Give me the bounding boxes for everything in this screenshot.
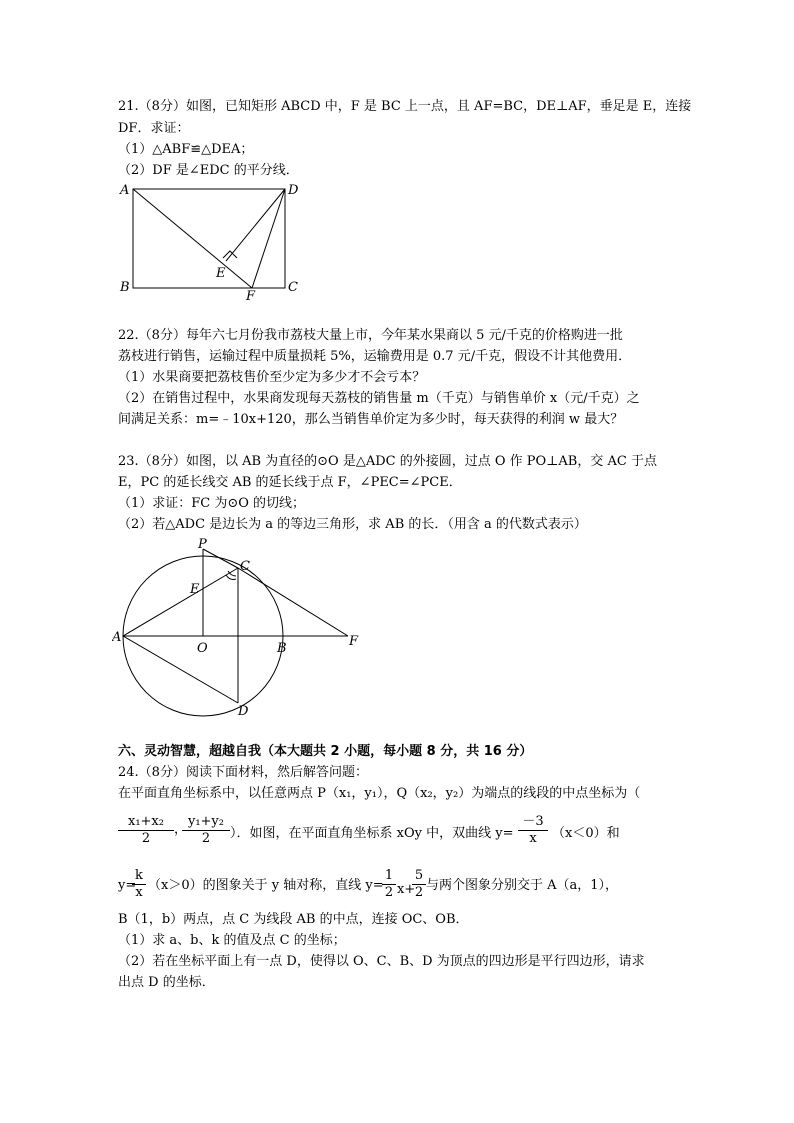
q24-part2: （2）若在坐标平面上有一点 D，使得以 O、C、B、D 为顶点的四边形是平行四边形，请求 xyxy=(118,954,645,969)
q24-line4-tail: 与两个图象分别交于 A（a，1）， xyxy=(426,878,619,893)
q24-frac-half xyxy=(382,868,396,901)
frac-den: 2 xyxy=(141,831,151,846)
label-C: C xyxy=(240,559,250,574)
label-A: A xyxy=(120,183,130,198)
label-A: A xyxy=(112,630,122,645)
frac-den: 2 xyxy=(201,831,211,846)
q21-line2: DF．求证： xyxy=(118,121,190,136)
label-D: D xyxy=(288,183,299,198)
q24-line3-tail: （x＜0）和 xyxy=(552,826,620,841)
q24-line1: 24.（8分）阅读下面材料，然后解答问题： xyxy=(118,765,368,780)
q24-line4-mid: （x＞0）的图象关于 y 轴对称，直线 y= xyxy=(148,878,384,893)
q22-line2: 荔枝进行销售，运输过程中质量损耗 5%，运输费用是 0.7 元/千克，假设不计其他费用． xyxy=(118,349,632,364)
q24-frac-neg3-over-x xyxy=(518,814,548,847)
q24-part1: （1）求 a、b、k 的值及点 C 的坐标； xyxy=(118,933,346,948)
q24-line5: B（1，b）两点，点 C 为线段 AB 的中点，连接 OC、OB． xyxy=(118,912,469,927)
label-B: B xyxy=(277,641,287,656)
frac-den: 2 xyxy=(384,885,394,900)
q24-frac-five-halves xyxy=(412,868,426,901)
label-O: O xyxy=(197,641,208,656)
label-P: P xyxy=(198,537,207,552)
q23-circle-figure xyxy=(112,535,372,720)
frac-num: y₁+y₂ xyxy=(182,814,230,831)
q24-line2: 在平面直角坐标系中，以任意两点 P（x₁，y₁），Q（x₂，y₂）为端点的线段的中点坐标为（ xyxy=(118,786,641,801)
label-E: E xyxy=(190,582,200,597)
label-F: F xyxy=(349,634,359,649)
frac-num: k xyxy=(132,868,146,885)
frac-den: x xyxy=(529,831,537,846)
q21-part1: （1）△ABF≌△DEA； xyxy=(118,142,254,157)
q22-line1: 22.（8分）每年六七月份我市荔枝大量上市，今年某水果商以 5 元/千克的价格购进一批 xyxy=(118,328,623,343)
label-D: D xyxy=(238,704,249,719)
q21-part2: （2）DF 是∠EDC 的平分线． xyxy=(118,163,299,178)
q22-part1: （1）水果商要把荔枝售价至少定为多少才不会亏本？ xyxy=(118,370,426,385)
q24-frac-y-mid xyxy=(182,814,230,847)
q23-part1: （1）求证：FC 为⊙O 的切线； xyxy=(118,496,306,511)
q22-part2: （2）在销售过程中，水果商发现每天荔枝的销售量 m（千克）与销售单价 x（元/千克）之 xyxy=(118,391,640,406)
q23-part2: （2）若△ADC 是边长为 a 的等边三角形，求 AB 的长．（用含 a 的代数式表示） xyxy=(118,517,587,532)
q24-frac-k-over-x xyxy=(132,868,146,901)
q21-rectangle-figure xyxy=(112,178,302,303)
q24-line3-text: ）．如图，在平面直角坐标系 xOy 中，双曲线 y= xyxy=(230,826,514,841)
q24-line4-x: x+ xyxy=(397,882,416,897)
label-E: E xyxy=(216,266,226,281)
label-B: B xyxy=(120,280,130,295)
q24-comma: ， xyxy=(174,822,188,837)
frac-num: 5 xyxy=(412,868,426,885)
label-F: F xyxy=(246,289,256,303)
q21-line1: 21.（8分）如图，已知矩形 ABCD 中，F 是 BC 上一点，且 AF=BC，DE⊥AF，垂足是 E，连接 xyxy=(118,99,692,114)
q23-line2: E，PC 的延长线交 AB 的延长线于点 F，∠PEC=∠PCE． xyxy=(118,475,462,490)
label-C: C xyxy=(288,280,298,295)
q22-part2b: 间满足关系：m=﹣10x+120，那么当销售单价定为多少时，每天获得的利润 w 最大？ xyxy=(118,412,624,427)
frac-num: x₁+x₂ xyxy=(118,814,174,831)
q24-part2b: 出点 D 的坐标． xyxy=(118,975,215,990)
q24-line4-head: y= xyxy=(118,878,137,893)
frac-den: 2 xyxy=(414,885,424,900)
q24-frac-x-mid xyxy=(118,814,174,847)
q23-line1: 23.（8分）如图，以 AB 为直径的⊙O 是△ADC 的外接圆，过点 O 作 PO⊥AB，交 AC 于点 xyxy=(118,454,657,469)
section-6-heading: 六、灵动智慧，超越自我（本大题共 2 小题，每小题 8 分，共 16 分） xyxy=(118,744,533,759)
frac-num: －3 xyxy=(518,814,548,831)
frac-den: x xyxy=(135,885,143,900)
frac-num: 1 xyxy=(382,868,396,885)
